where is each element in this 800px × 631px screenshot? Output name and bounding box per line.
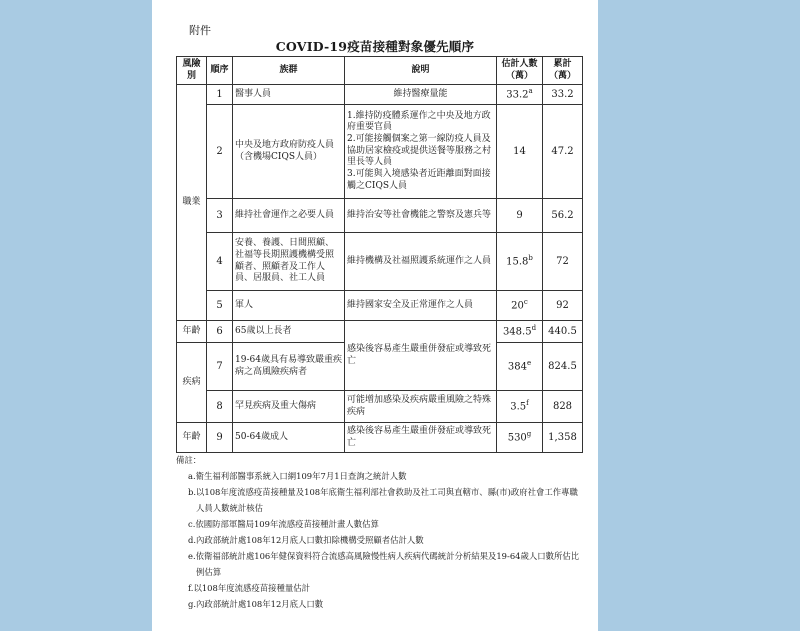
order-cell: 1 [207,85,233,105]
order-cell: 7 [207,343,233,391]
header-category: 風險別 [177,57,207,85]
group-cell: 醫事人員 [233,85,345,105]
description-cell: 感染後容易產生嚴重併發症或導致死亡 [345,423,497,453]
description-cell: 維持機構及社福照護系統運作之人員 [345,233,497,291]
table-row [177,199,583,233]
estimate-cell: 9 [497,199,543,233]
header-estimate: 估計人數（萬） [497,57,543,85]
note-item: f.以108年度流感疫苗接種量估計 [188,583,310,593]
table-row [177,423,583,453]
description-cell: 維持醫療量能 [345,85,497,105]
estimate-cell: 14 [497,105,543,199]
estimate-cell: 348.5$^d$ [497,321,543,343]
estimate-cell: 530$^g$ [497,423,543,453]
estimate-cell: 384e [497,343,543,391]
attachment-label: 附件 [189,24,211,37]
group-cell: 65歲以上長者 [233,321,345,343]
description-cell: 可能增加感染及疾病嚴重風險之特殊疾病 [345,391,497,423]
order-cell: 4 [207,233,233,291]
description-cell: 維持治安等社會機能之警察及憲兵等 [345,199,497,233]
order-cell: 6 [207,321,233,343]
order-cell: 8 [207,391,233,423]
order-cell: 2 [207,105,233,199]
category-cell: 年齡 [177,423,207,453]
note-item: d.內政部統計處108年12月底人口數扣除機構受照顧者估計人數 [188,535,424,545]
description-cell: 感染後容易產生嚴重併發症或導致死亡 [345,321,497,391]
cumulative-cell: 33.2 [543,85,583,105]
table-row [177,391,583,423]
page-title: COVID-19疫苗接種對象優先順序 [275,39,475,54]
note-item: c.依國防部軍醫局109年流感疫苗接種計畫人數估算 [188,519,379,529]
header-cumulative: 累計（萬） [543,57,583,85]
group-cell: 維持社會運作之必要人員 [233,199,345,233]
cumulative-cell: 440.5 [543,321,583,343]
order-cell: 9 [207,423,233,453]
table-row [177,291,583,321]
note-item: a.衛生福利部醫事系統入口網109年7月1日查詢之統計人數 [188,471,407,481]
cumulative-cell: 92 [543,291,583,321]
header-description: 說明 [345,57,497,85]
description-item: 3.可能與入境感染者近距離面對面接觸之CIQS人員 [347,169,491,191]
cumulative-cell: 828 [543,391,583,423]
table-row [177,105,583,199]
estimate-cell: 33.2$^a$ [497,85,543,105]
estimate-cell: 20$^c$ [497,291,543,321]
cumulative-cell: 56.2 [543,199,583,233]
description-cell: 維持國家安全及正常運作之人員 [345,291,497,321]
notes-section [176,452,586,612]
note-item: e.依衛福部統計處106年健保資料符合流感高風險慢性病人疾病代碼統計分析結果及19-64歲人口數所估比例估算 [188,551,580,577]
header-order: 順序 [207,57,233,85]
group-cell: 中央及地方政府防疫人員（含機場CIQS人員） [233,105,345,199]
table-row [177,321,583,343]
category-cell: 職業 [177,85,207,321]
group-cell: 安養、養護、日間照顧、社福等長期照護機構受照顧者、照顧者及工作人員、居服員、社工人員 [233,233,345,291]
group-cell: 19-64歲具有易導致嚴重疾病之高風險疾病者 [233,343,345,391]
header-group: 族群 [233,57,345,85]
priority-table [176,56,583,453]
group-cell: 罕見疾病及重大傷病 [233,391,345,423]
table-row [177,233,583,291]
order-cell: 5 [207,291,233,321]
group-cell: 50-64歲成人 [233,423,345,453]
note-item: g.內政部統計處108年12月底人口數 [188,599,324,609]
estimate-cell: 15.8$^b$ [497,233,543,291]
estimate-cell: 3.5$^f$ [497,391,543,423]
order-cell: 3 [207,199,233,233]
description-item: 2.可能接觸個案之第一線防疫人員及協助居家檢疫或提供送餐等服務之村里長等人員 [347,133,492,168]
table-header-row [177,57,583,85]
category-cell: 疾病 [177,343,207,423]
notes-heading: 備註： [176,455,202,465]
description-item: 1.維持防疫體系運作之中央及地方政府重要官員 [347,110,491,133]
group-cell: 軍人 [233,291,345,321]
document-page [152,0,598,631]
cumulative-cell: 824.5 [543,343,583,391]
cumulative-cell: 47.2 [543,105,583,199]
table-row [177,85,583,105]
note-item: b.以108年度流感疫苗接種量及108年底衛生福利部社會救助及社工司與直轄市、縣(市)政府社會工作專職人員人數統計核估 [188,487,578,513]
category-cell: 年齡 [177,321,207,343]
cumulative-cell: 1,358 [543,423,583,453]
cumulative-cell: 72 [543,233,583,291]
description-cell [345,105,497,199]
